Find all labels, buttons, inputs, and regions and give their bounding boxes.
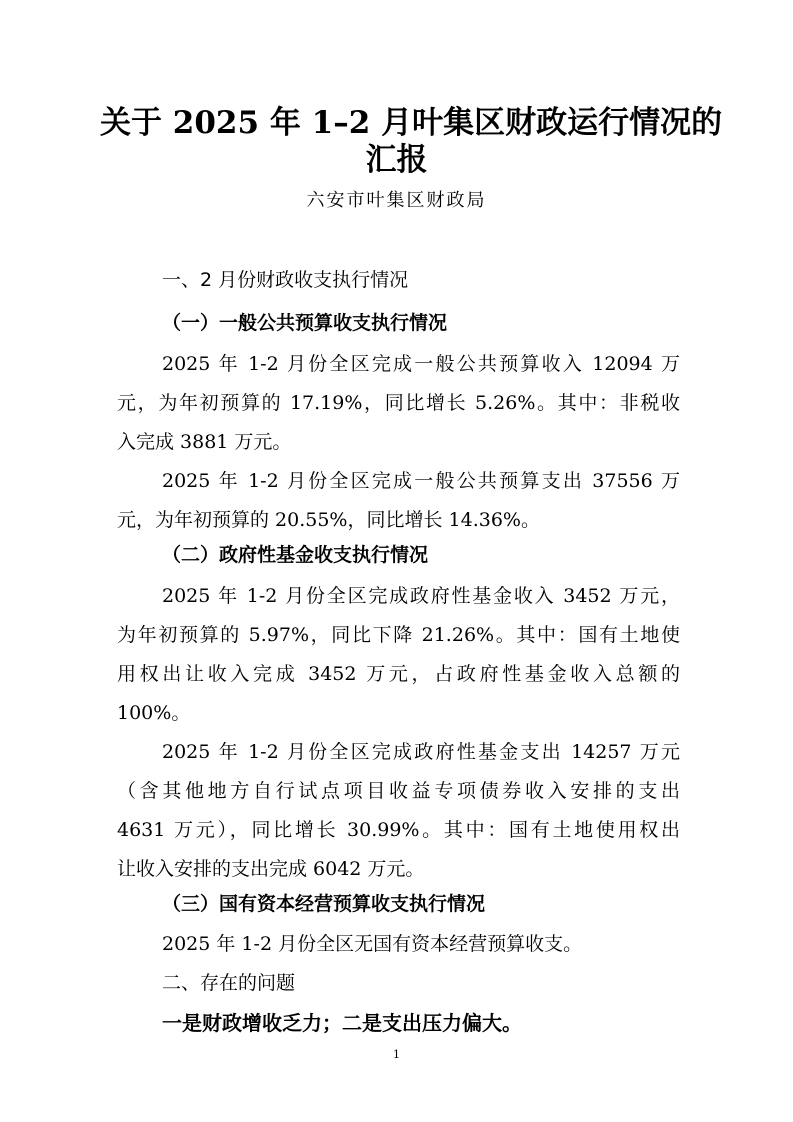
paragraph-5-line-1: 2025 年 1-2 月份全区无国有资本经营预算收支。: [162, 933, 583, 955]
subsection-heading-2: （二）政府性基金收支执行情况: [162, 544, 429, 566]
author-organization: 六安市叶集区财政局: [306, 190, 487, 211]
paragraph-3-line-2: 为年初预算的 5.97%，同比下降 21.26%。其中：国有土地使: [117, 624, 680, 646]
subsection-heading-3: （三）国有资本经营预算收支执行情况: [162, 893, 486, 915]
paragraph-1-line-1: 2025 年 1-2 月份全区完成一般公共预算收入 12094 万: [162, 353, 680, 375]
section-heading-2: 二、存在的问题: [162, 972, 296, 994]
section-heading-1: 一、2 月份财政收支执行情况: [162, 269, 409, 291]
document-title-line-1: 关于 2025 年 1–2 月叶集区财政运行情况的: [100, 105, 723, 141]
paragraph-1-line-3: 入完成 3881 万元。: [117, 431, 292, 453]
subsection-heading-1: （一）一般公共预算收支执行情况: [162, 312, 448, 334]
paragraph-4-line-2: （含其他地方自行试点项目收益专项债券收入安排的支出: [117, 780, 680, 802]
paragraph-3-line-3: 用权出让收入完成 3452 万元，占政府性基金收入总额的: [117, 663, 680, 685]
paragraph-4-line-1: 2025 年 1-2 月份全区完成政府性基金支出 14257 万元: [162, 741, 680, 763]
document-title-line-2: 汇报: [365, 142, 428, 178]
paragraph-3-line-4: 100%。: [117, 702, 191, 724]
paragraph-4-line-3: 4631 万元），同比增长 30.99%。其中：国有土地使用权出: [117, 819, 680, 841]
paragraph-1-line-2: 元，为年初预算的 17.19%，同比增长 5.26%。其中：非税收: [117, 392, 680, 414]
paragraph-2-line-1: 2025 年 1-2 月份全区完成一般公共预算支出 37556 万: [162, 470, 680, 492]
paragraph-4-line-4: 让收入安排的支出完成 6042 万元。: [117, 858, 425, 880]
page-number: 1: [393, 1048, 400, 1061]
paragraph-2-line-2: 元，为年初预算的 20.55%，同比增长 14.36%。: [117, 509, 540, 531]
paragraph-6-line-1: 一是财政增收乏力；二是支出压力偏大。: [162, 1011, 522, 1035]
paragraph-3-line-1: 2025 年 1-2 月份全区完成政府性基金收入 3452 万元，: [162, 585, 680, 607]
